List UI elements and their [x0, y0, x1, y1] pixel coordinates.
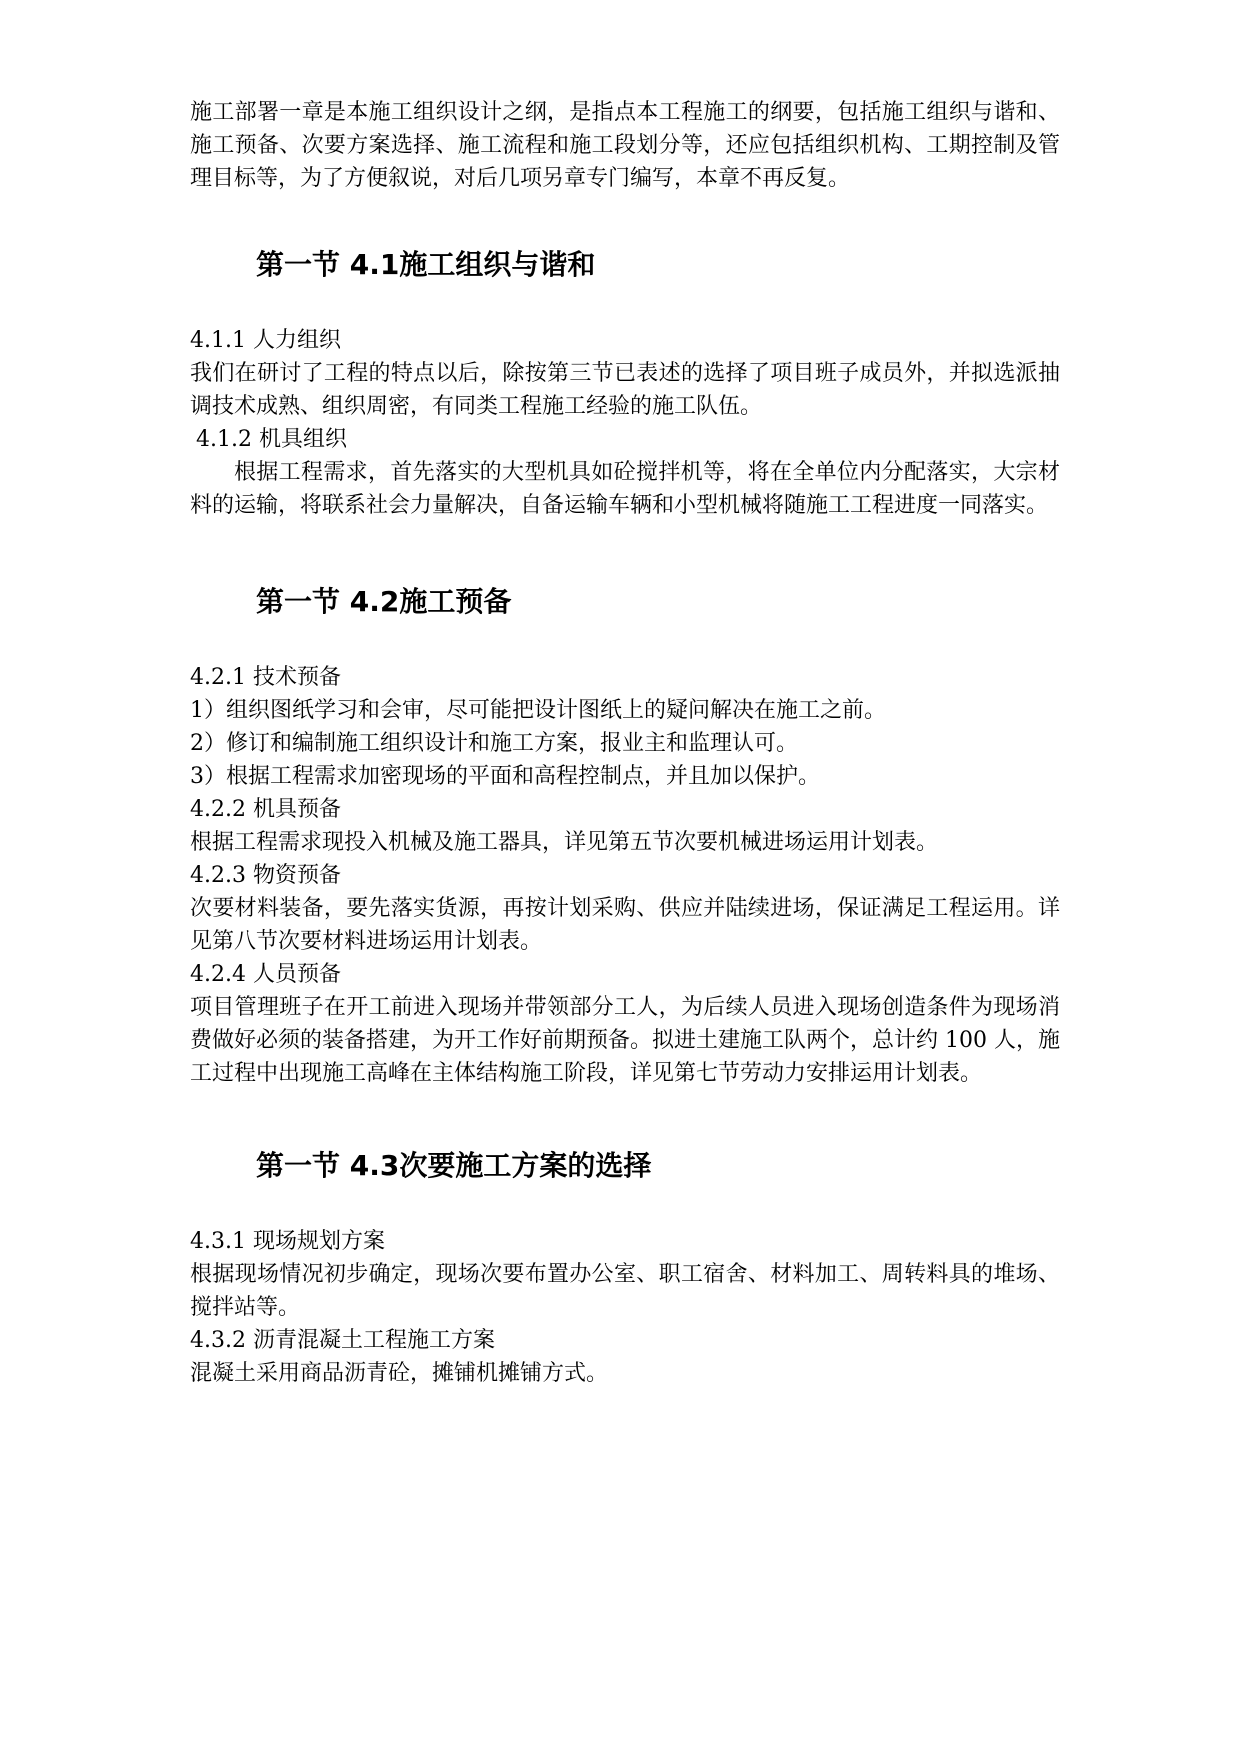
subsection-title: 4.2.3 物资预备: [190, 863, 341, 888]
paragraph: 项目管理班子在开工前进入现场并带领部分工人，为后续人员进入现场创造条件为现场消费做好必须的装备搭建，为开工作好前期预备。拟进土建施工队两个，总计约 100 人，施工过程中出现施工高峰在主体结构施工阶段，详见第七节劳动力安排运用计划表。: [190, 995, 1060, 1086]
section-4-1: [190, 245, 1060, 522]
subsection-title: 4.2.4 人员预备: [190, 962, 341, 987]
subsection-title: 4.1.2 机具组织: [196, 427, 347, 452]
paragraph: 根据现场情况初步确定，现场次要布置办公室、职工宿舍、材料加工、周转料具的堆场、搅拌站等。: [190, 1262, 1060, 1320]
paragraph: 根据工程需求，首先落实的大型机具如砼搅拌机等，将在全单位内分配落实，大宗材料的运输，将联系社会力量解决，自备运输车辆和小型机械将随施工工程进度一同落实。: [190, 460, 1060, 518]
list-item: 1）组织图纸学习和会审，尽可能把设计图纸上的疑问解决在施工之前。: [190, 698, 886, 723]
intro-paragraph: 施工部署一章是本施工组织设计之纲，是指点本工程施工的纲要，包括施工组织与谐和、施工预备、次要方案选择、施工流程和施工段划分等，还应包括组织机构、工期控制及管理目标等，为了方便叙说，对后几项另章专门编写，本章不再反复。: [190, 100, 1060, 191]
list-item: 3）根据工程需求加密现场的平面和高程控制点，并且加以保护。: [190, 764, 820, 789]
subsection-title: 4.2.1 技术预备: [190, 665, 341, 690]
paragraph: 混凝土采用商品沥青砼，摊铺机摊铺方式。: [190, 1361, 609, 1386]
document-page: [190, 96, 1060, 1448]
section-4-2: [190, 582, 1060, 1090]
subsection-title: 4.1.1 人力组织: [190, 328, 341, 353]
list-item: 2）修订和编制施工组织设计和施工方案，报业主和监理认可。: [190, 731, 798, 756]
subsection-title: 4.3.1 现场规划方案: [190, 1229, 385, 1254]
section-heading: 第一节 4.3次要施工方案的选择: [256, 1149, 652, 1182]
section-heading: 第一节 4.1施工组织与谐和: [256, 248, 596, 281]
paragraph: 我们在研讨了工程的特点以后，除按第三节已表述的选择了项目班子成员外，并拟选派抽调技术成熟、组织周密，有同类工程施工经验的施工队伍。: [190, 361, 1060, 419]
paragraph: 次要材料装备，要先落实货源，再按计划采购、供应并陆续进场，保证满足工程运用。详见第八节次要材料进场运用计划表。: [190, 896, 1060, 954]
section-heading: 第一节 4.2施工预备: [256, 585, 512, 618]
paragraph: 根据工程需求现投入机械及施工器具，详见第五节次要机械进场运用计划表。: [190, 830, 939, 855]
subsection-title: 4.3.2 沥青混凝土工程施工方案: [190, 1328, 495, 1353]
subsection-title: 4.2.2 机具预备: [190, 797, 341, 822]
section-4-3: [190, 1146, 1060, 1390]
